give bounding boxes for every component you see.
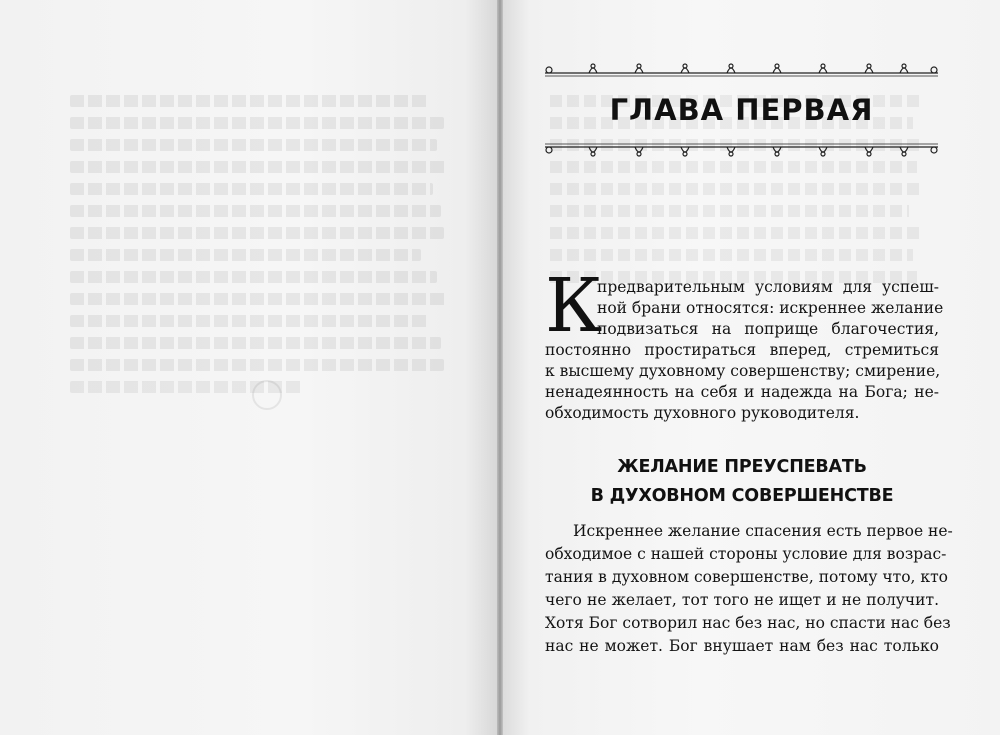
intro-line: постоянно простираться вперед, стремиться	[545, 341, 939, 359]
chapter-heading	[545, 62, 938, 158]
ornament-medallion-icon	[252, 380, 282, 410]
intro-line: подвизаться на поприще благочестия,	[597, 320, 939, 338]
ornament-rule-icon	[545, 136, 938, 158]
section-title-line: ЖЕЛАНИЕ ПРЕУСПЕВАТЬ	[617, 457, 867, 477]
drop-cap: К	[545, 263, 603, 349]
paragraph-line: нас не может. Бог внушает нам без нас только	[545, 637, 939, 655]
intro-line: к высшему духовному совершенству; смирение,	[545, 362, 941, 380]
intro-line: ной брани относятся: искреннее желание	[597, 299, 944, 317]
section-title-line: В ДУХОВНОМ СОВЕРШЕНСТВЕ	[590, 486, 894, 506]
ornament-rule-icon	[545, 62, 938, 84]
chapter-title: ГЛАВА ПЕРВАЯ	[609, 93, 874, 127]
left-page-bleed-through	[70, 95, 460, 403]
paragraph-line: Хотя Бог сотворил нас без нас, но спасти нас без	[545, 614, 951, 632]
book-gutter	[497, 0, 503, 735]
intro-line: предварительным условиям для успеш-	[597, 278, 939, 296]
paragraph-line: тания в духовном совершенстве, потому что, кто	[545, 568, 948, 586]
intro-line: ненадеянность на себя и надежда на Бога; не-	[545, 383, 939, 401]
paragraph-line: чего не желает, тот того не ищет и не получит.	[545, 591, 939, 609]
paragraph-line: обходимое с нашей стороны условие для возрас-	[545, 545, 947, 563]
paragraph-line: Искреннее желание спасения есть первое не-	[573, 522, 953, 540]
intro-line: обходимость духовного руководителя.	[545, 404, 860, 422]
